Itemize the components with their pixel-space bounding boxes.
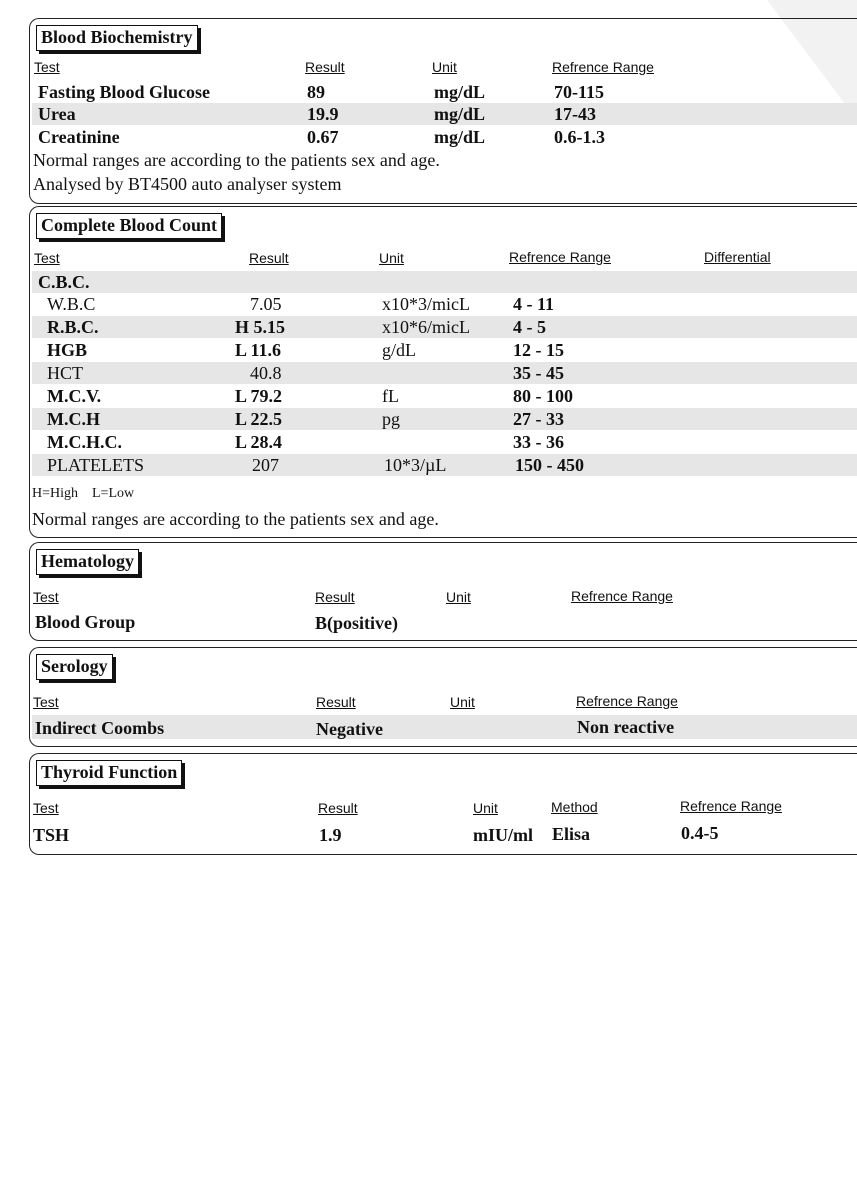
header-unit: Unit <box>379 250 404 266</box>
test-unit: mg/dL <box>434 127 486 147</box>
cbc-section <box>29 206 857 538</box>
test-name: Blood Group <box>35 612 136 632</box>
header-range: Refrence Range <box>509 249 611 265</box>
test-range: 12 - 15 <box>513 340 564 360</box>
test-method: Elisa <box>552 824 591 844</box>
test-range: 150 - 450 <box>515 455 584 475</box>
header-range: Refrence Range <box>571 588 673 604</box>
header-range: Refrence Range <box>552 59 654 75</box>
test-range: 4 - 11 <box>513 294 555 314</box>
cbc-title: Complete Blood Count <box>36 213 222 239</box>
test-name: Indirect Coombs <box>35 718 165 738</box>
test-result: 207 <box>252 455 279 475</box>
test-name: Creatinine <box>38 127 120 147</box>
test-name: TSH <box>33 825 70 845</box>
high-low-legend: H=High L=Low <box>32 486 135 501</box>
test-result: H 5.15 <box>235 317 286 337</box>
test-unit: mg/dL <box>434 104 486 124</box>
table-row <box>32 715 857 739</box>
note-analyser: Analysed by BT4500 auto analyser system <box>33 174 342 194</box>
hematology-section <box>29 542 857 641</box>
header-range: Refrence Range <box>576 693 678 709</box>
header-range: Refrence Range <box>680 798 782 814</box>
header-test: Test <box>34 250 60 266</box>
table-row <box>32 126 857 148</box>
serology-title: Serology <box>36 654 113 680</box>
test-result: L 11.6 <box>235 340 282 360</box>
table-row <box>32 454 857 476</box>
test-result: Negative <box>316 719 383 739</box>
header-test: Test <box>33 694 59 710</box>
test-name: R.B.C. <box>47 317 99 337</box>
test-range: Non reactive <box>577 717 675 737</box>
test-range: 0.6-1.3 <box>554 127 605 147</box>
thyroid-section <box>29 753 857 855</box>
header-unit: Unit <box>450 694 475 710</box>
test-result: L 22.5 <box>235 409 283 429</box>
test-name: M.C.H <box>47 409 100 429</box>
header-test: Test <box>33 800 59 816</box>
test-result: 40.8 <box>250 363 282 383</box>
test-range: 33 - 36 <box>513 432 564 452</box>
biochemistry-section <box>29 18 857 204</box>
table-row <box>32 339 857 361</box>
table-row <box>32 316 857 338</box>
test-range: 0.4-5 <box>681 823 719 843</box>
test-unit: fL <box>382 386 399 406</box>
header-result: Result <box>315 589 355 605</box>
header-test: Test <box>34 59 60 75</box>
table-row <box>32 293 857 315</box>
test-result: B(positive) <box>315 613 398 633</box>
test-result: L 28.4 <box>235 432 283 452</box>
test-name: W.B.C <box>47 294 96 314</box>
note-normal-ranges: Normal ranges are according to the patients sex and age. <box>33 150 440 170</box>
test-result: 0.67 <box>307 127 339 147</box>
table-row <box>32 81 857 103</box>
header-differential: Differential <box>704 249 771 265</box>
table-row <box>32 103 857 125</box>
test-name: Urea <box>38 104 76 124</box>
test-range: 17-43 <box>554 104 596 124</box>
hematology-title: Hematology <box>36 549 139 575</box>
header-result: Result <box>305 59 345 75</box>
test-result: L 79.2 <box>235 386 283 406</box>
biochemistry-title: Blood Biochemistry <box>36 25 198 51</box>
test-name: M.C.V. <box>47 386 102 406</box>
serology-section <box>29 647 857 747</box>
header-unit: Unit <box>473 800 498 816</box>
test-range: 70-115 <box>554 82 605 102</box>
test-name: HCT <box>47 363 83 383</box>
header-result: Result <box>249 250 289 266</box>
test-name: M.C.H.C. <box>47 432 122 452</box>
test-range: 80 - 100 <box>513 386 573 406</box>
test-range: 35 - 45 <box>513 363 564 383</box>
test-unit: pg <box>382 409 400 429</box>
test-unit: g/dL <box>382 340 416 360</box>
header-result: Result <box>316 694 356 710</box>
test-unit: 10*3/µL <box>384 455 447 475</box>
test-name: HGB <box>47 340 88 360</box>
test-result: 7.05 <box>250 294 282 314</box>
table-row <box>32 362 857 384</box>
header-method: Method <box>551 799 598 815</box>
table-row <box>32 385 857 407</box>
group-label: C.B.C. <box>38 272 90 292</box>
header-test: Test <box>33 589 59 605</box>
header-unit: Unit <box>432 59 457 75</box>
test-unit: x10*3/micL <box>382 294 470 314</box>
header-unit: Unit <box>446 589 471 605</box>
test-unit: x10*6/micL <box>382 317 470 337</box>
test-unit: mg/dL <box>434 82 486 102</box>
thyroid-title: Thyroid Function <box>36 760 182 786</box>
test-range: 4 - 5 <box>513 317 546 337</box>
test-result: 19.9 <box>307 104 339 124</box>
test-unit: mIU/ml <box>473 825 533 845</box>
test-name: Fasting Blood Glucose <box>38 82 211 102</box>
test-name: PLATELETS <box>47 455 144 475</box>
table-row <box>32 431 857 453</box>
group-row <box>32 271 857 293</box>
note-normal-ranges: Normal ranges are according to the patients sex and age. <box>32 509 439 529</box>
test-range: 27 - 33 <box>513 409 564 429</box>
test-result: 1.9 <box>319 825 342 845</box>
header-result: Result <box>318 800 358 816</box>
test-result: 89 <box>307 82 325 102</box>
table-row <box>32 408 857 430</box>
